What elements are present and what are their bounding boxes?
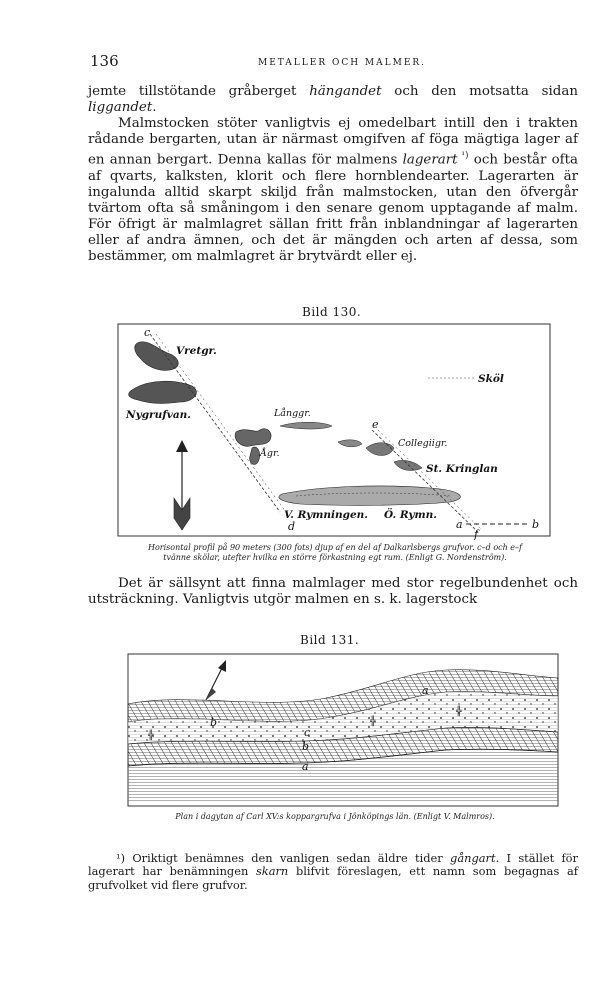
letter-b-upper-131: b — [210, 716, 218, 729]
letter-c-131: c — [304, 726, 311, 739]
paragraph-1: jemte tillstötande gråberget hängandet och den motsatta sidan liggandet. — [88, 84, 578, 116]
label-v-rymningen: V. Rymningen. — [284, 509, 368, 521]
letter-e-130: e — [372, 418, 379, 431]
term-hangandet: hängandet — [309, 84, 382, 99]
ore-body-lens-1 — [280, 422, 332, 429]
ore-body-lens-2 — [338, 440, 362, 447]
body-text-top — [88, 84, 578, 266]
figure-131-plan — [126, 652, 561, 808]
term-lagerart: lagerart — [402, 152, 458, 168]
running-title: METALLER OCH MALMER. — [258, 58, 427, 68]
letter-d-130: d — [288, 520, 296, 533]
label-skol: Sköl — [478, 373, 504, 385]
figure-131-title: Bild 131. — [300, 633, 360, 647]
paragraph-2: Malmstocken stöter vanligtvis ej omedelbart intill den i trakten rådande bergarten, utan är närmast omgifven af föga mägtiga lager af en annan bergart. Denna kallas för malmens lagerart $^{^1)}$ och består ofta af qvarts, kalksten, klorit och flere hornblendearter. Lagerarten är ingalunda alltid skarpt skiljd från malmstocken, utan den öfvergår tvärtom ofta så småningom i den senare genom upptagande af malm. För öfrigt är malmlagret sällan fritt från inblandningar af lagerarten eller af andra ämnen, och det är mängden och arten af dessa, som bestämmer, om malmlagret är brytvärdt eller ej. — [88, 116, 578, 265]
term-gangart: gångart — [450, 851, 496, 865]
ore-body-collegiigr — [366, 443, 394, 456]
paragraph-3: Det är sällsynt att finna malmlager med stor regelbundenhet och utsträckning. Vanligtvis utgör malmen en s. k. lagerstock — [88, 576, 578, 608]
figure-130-title: Bild 130. — [302, 305, 362, 319]
footnote-mark: ¹) — [457, 151, 469, 162]
term-skarn: skarn — [255, 864, 289, 879]
figure-131-caption: Plan i dagytan af Carl XV:s koppargrufva i Jönköpings län. (Enligt V. Malmros). — [175, 812, 495, 821]
label-agr: Ågr. — [260, 448, 280, 459]
label-o-rymn: Ö. Rymn. — [384, 509, 437, 521]
letter-f-130: f — [474, 528, 479, 540]
svg-text:╬: ╬ — [456, 707, 462, 717]
ore-body-kringlan — [394, 460, 422, 470]
figure-130-caption: Horisontal profil på 90 meters (300 fots) djup af en del af Dalkarlsbergs grufvor. c–d och e–f tvänne skölar, utefter hvilka en större förkastning egt rum. (Enligt G. Nordenström). — [147, 543, 523, 562]
label-langgr: Långgr. — [274, 408, 311, 419]
svg-text:╬: ╬ — [148, 731, 154, 741]
label-collegiigr: Collegiigr. — [398, 438, 448, 449]
label-nygrufvan: Nygrufvan. — [126, 409, 191, 421]
letter-a-upper-131: a — [422, 684, 429, 697]
north-arrow-130 — [174, 440, 190, 530]
label-st-kringlan: St. Kringlan — [426, 463, 498, 475]
letter-a-130: a — [456, 518, 463, 531]
letter-b-130: b — [532, 518, 540, 531]
ore-body-langgr — [235, 429, 271, 447]
letter-b-lower-131: b — [302, 740, 310, 753]
ore-body-rymningen — [279, 486, 461, 505]
ore-body-agr — [250, 447, 260, 464]
ore-body-vretgr — [135, 342, 179, 371]
north-arrow-131 — [206, 660, 226, 700]
term-liggandet: liggandet — [88, 100, 153, 116]
figure-130-map — [110, 322, 565, 540]
letter-a-lower-131: a — [302, 760, 309, 773]
ore-body-nygrufvan — [129, 381, 197, 403]
letter-c-130: c — [144, 326, 151, 339]
label-vretgr: Vretgr. — [176, 345, 217, 357]
page-number: 136 — [90, 52, 119, 70]
svg-text:╬: ╬ — [370, 717, 376, 727]
footnote: ¹) Oriktigt benämnes den vanligen sedan äldre tider gångart. I stället för lagerart har benämningen skarn blifvit föreslagen, ett namn som begagnas af grufvolket vid flere grufvor. — [88, 851, 578, 892]
